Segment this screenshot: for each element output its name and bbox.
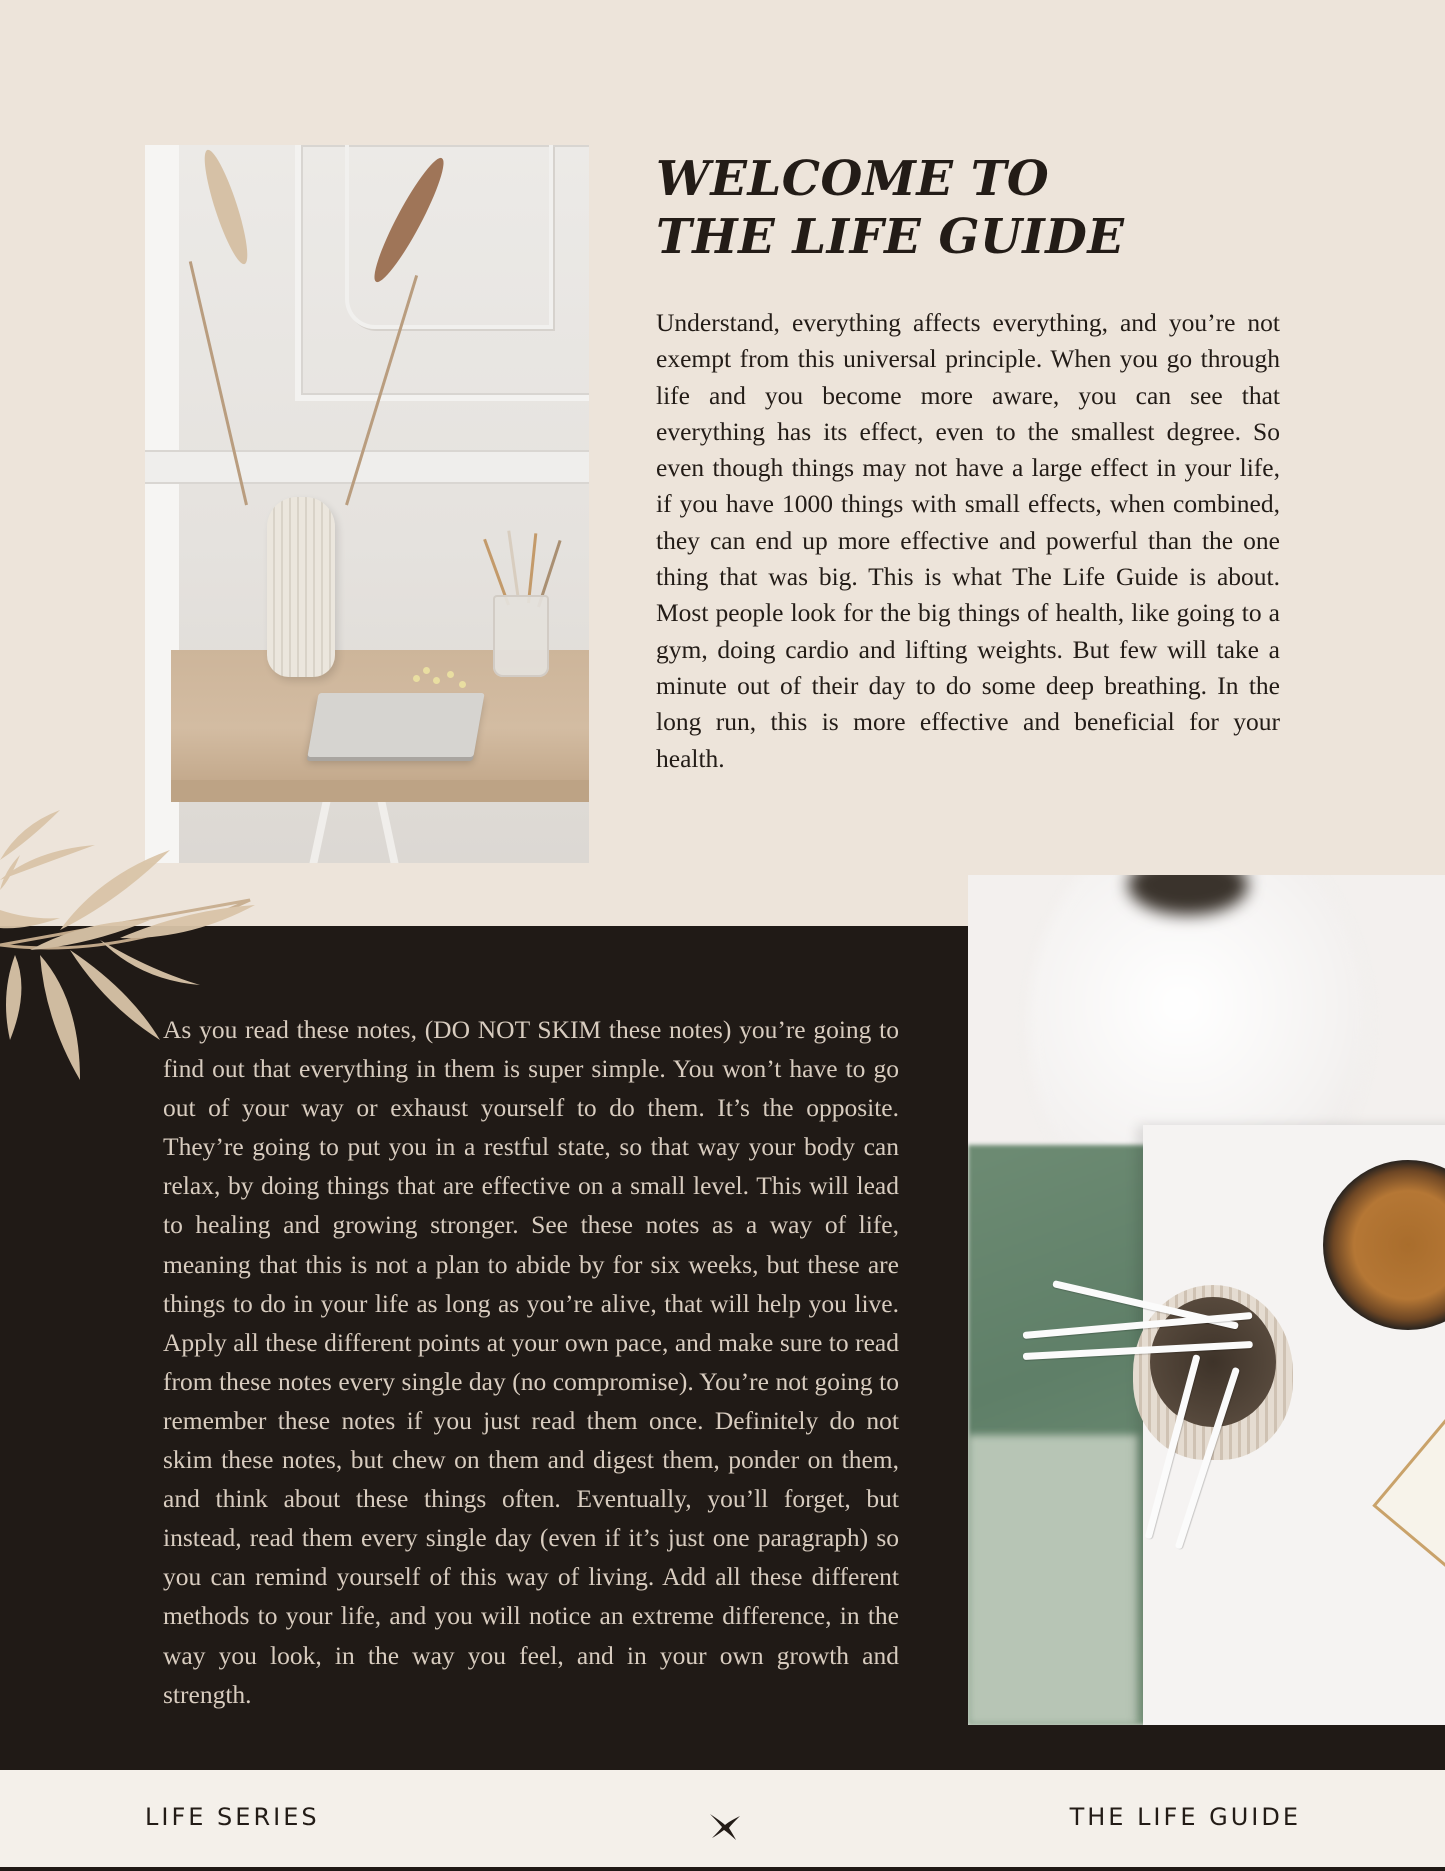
intro-paragraph: Understand, everything affects everything, and you’re not exempt from this universal principle. When you go through life and you become more aware, you can see that everything has its effect, even to the smallest degree. So even though things may not have a large effect in your life, if you have 1000 things with small effects, when combined, they can end up more effective and powerful than the one thing that was big. This is what The Life Guide is about. Most people look for the big things of health, like going to a gym, doing cardio and lifting weights. But few will take a minute out of their day to do some deep breathing. In the long run, this is more effective and beneficial for your health. bbox=[656, 308, 1280, 773]
footer-series-label: LIFE SERIES bbox=[145, 1803, 320, 1831]
four-point-star-icon bbox=[708, 1808, 742, 1842]
body-paragraph: As you read these notes, (DO NOT SKIM these notes) you’re going to find out that everything in them is super simple. You won’t have to go out of your way or exhaust yourself to do them. It’s the opposite. They’re going to put you in a restful state, so that way your body can relax, by doing things that are effective on a small level. This will lead to healing and growing stronger. See these notes as a way of life, meaning that this is not a plan to abide by for six weeks, but these are things to do in your life as long as you’re alive, that will help you live. Apply all these different points at your own pace, and make sure to read from these notes every single day (no compromise). You’re not going to remember these notes if you just read them once. Definitely do not skim these notes, but chew on them and digest them, ponder on them, and think about these things often. Eventually, you’ll forget, but instead, read them every single day (even if it’s just one paragraph) so you can remind yourself of this way of living. Add all these different methods to your life, and you will notice an extreme difference, in the way you look, in the way you feel, and in your own growth and strength. bbox=[163, 1015, 899, 1709]
desk-vase-photo bbox=[145, 145, 589, 863]
title-line-2: THE LIFE GUIDE bbox=[656, 209, 1125, 265]
page-title bbox=[656, 150, 1356, 266]
pencils-coffee-photo bbox=[968, 875, 1445, 1725]
footer-guide-label: THE LIFE GUIDE bbox=[1069, 1803, 1301, 1831]
bottom-border bbox=[0, 1867, 1445, 1871]
title-line-1: WELCOME TO bbox=[656, 151, 1050, 207]
